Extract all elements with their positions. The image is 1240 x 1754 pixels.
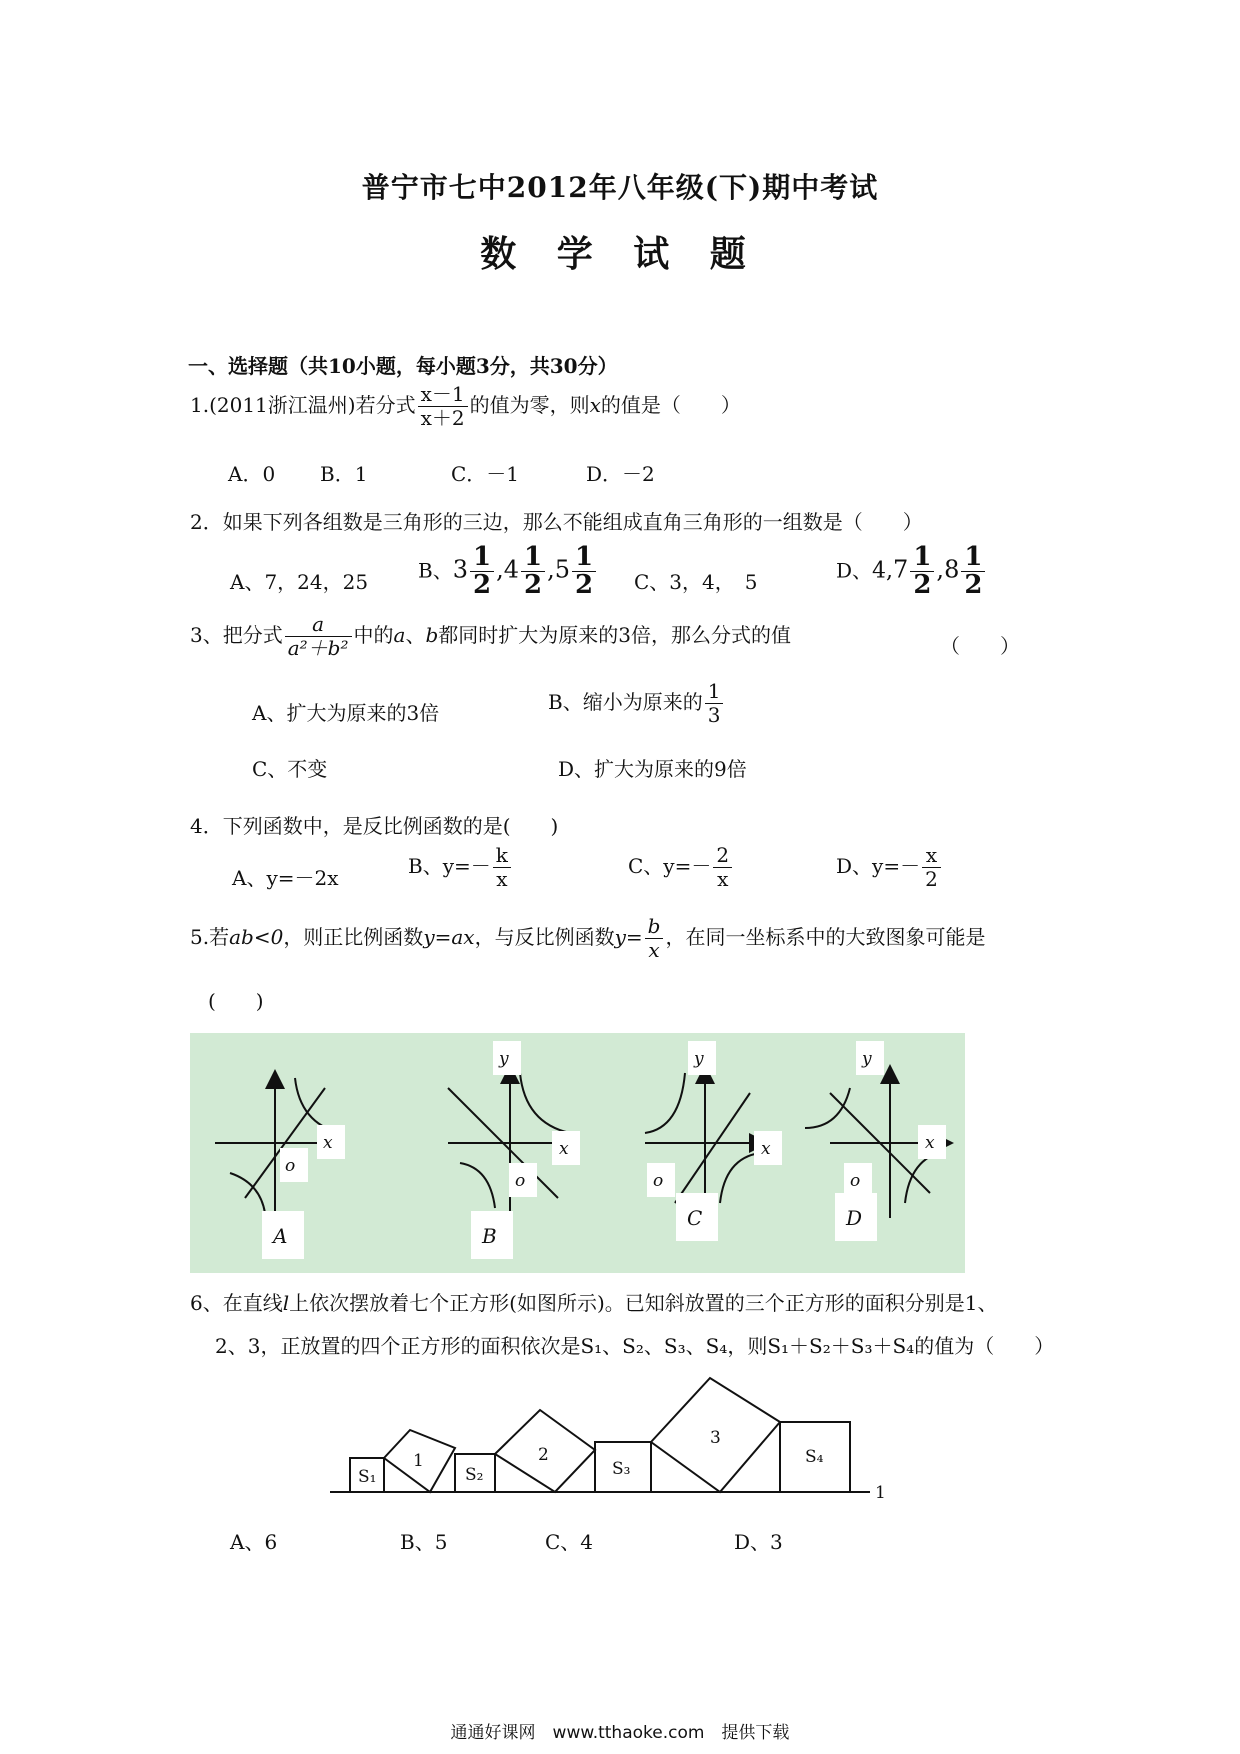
q4-option-c bbox=[628, 844, 734, 891]
q2-b-half-1-den: 2 bbox=[472, 570, 492, 601]
q5-d-panel-label: D bbox=[846, 1206, 863, 1230]
q5-d-o-label: o bbox=[850, 1171, 861, 1191]
q4-c-fraction bbox=[713, 844, 732, 891]
q5-frac-num: b bbox=[645, 915, 664, 939]
q6-tilted-1-label: 1 bbox=[413, 1451, 424, 1471]
q2-b-whole-1: 3 bbox=[452, 555, 468, 584]
q3-var-a: a bbox=[393, 623, 406, 647]
q2-d-half-2 bbox=[910, 544, 934, 600]
q5-frac-den: x bbox=[648, 938, 660, 962]
q2-b-half-3-den: 2 bbox=[575, 570, 594, 601]
q4-c-num: 2 bbox=[713, 844, 732, 868]
q6-line-label: 1 bbox=[875, 1483, 886, 1503]
q5-b-panel-label: B bbox=[482, 1224, 497, 1248]
q2-b-whole-2: 4 bbox=[503, 555, 519, 584]
q5-a-x-label: x bbox=[323, 1133, 333, 1153]
q2-b-prefix: B、 bbox=[418, 558, 453, 583]
q5-d-y-label: y bbox=[862, 1049, 872, 1069]
q1-option-b: B．1 bbox=[320, 462, 368, 486]
q6-s2-label: S₂ bbox=[465, 1465, 484, 1485]
exam-title: 普宁市七中2012年八年级(下)期中考试 bbox=[361, 171, 879, 204]
q4-c-den: x bbox=[717, 867, 729, 891]
q4-d-fraction bbox=[922, 844, 941, 891]
q6-option-d: D、3 bbox=[734, 1530, 783, 1554]
q5-text-a: 5.若 bbox=[190, 925, 230, 949]
q2-b-half-1-num: 1 bbox=[470, 544, 494, 572]
q2-d-half-3-num: 1 bbox=[961, 544, 985, 572]
q6-tilted-3-label: 3 bbox=[710, 1428, 721, 1448]
q5-c-y-label: y bbox=[694, 1049, 704, 1069]
q5-condition: ab<0 bbox=[229, 925, 284, 949]
q2-b-half-1 bbox=[470, 544, 494, 600]
q5-c-x-label: x bbox=[761, 1139, 771, 1159]
q3-text-d: 都同时扩大为原来的3倍，那么分式的值 bbox=[438, 623, 791, 647]
q4-c-prefix: C、y=－ bbox=[628, 854, 712, 878]
q6-squares-figure bbox=[330, 1370, 890, 1510]
q3-text-c: 、 bbox=[405, 623, 426, 647]
q6-s1-label: S₁ bbox=[358, 1467, 377, 1487]
q4-b-den: x bbox=[496, 867, 508, 891]
q5-func-1: y=ax bbox=[423, 925, 475, 949]
q5-c-o-label: o bbox=[653, 1171, 664, 1191]
q6-s4-label: S₄ bbox=[805, 1447, 824, 1467]
q3-text-b: 中的 bbox=[353, 623, 394, 647]
q1-text-a: 1.(2011浙江温州)若分式 bbox=[190, 393, 416, 417]
q2-d-whole-2: 7 bbox=[893, 555, 909, 584]
q1-fraction bbox=[418, 383, 468, 430]
q1-text-b: 的值为零，则 bbox=[469, 393, 590, 417]
q2-option-a: A、7，24，25 bbox=[230, 570, 369, 594]
q2-b-half-3 bbox=[572, 544, 596, 600]
q5-c-panel-label: C bbox=[687, 1206, 703, 1230]
question-2: 2．如果下列各组数是三角形的三边，那么不能组成直角三角形的一组数是（ ） bbox=[190, 510, 923, 534]
q6-option-b: B、5 bbox=[400, 1530, 448, 1554]
q2-b-half-3-num: 1 bbox=[572, 544, 596, 572]
q3-var-b: b bbox=[425, 623, 439, 647]
section-title: 一、选择题（共10小题，每小题3分，共30分） bbox=[188, 354, 618, 378]
q6-s3-label: S₃ bbox=[612, 1459, 631, 1479]
q5-a-panel-label: A bbox=[273, 1224, 288, 1248]
q6-option-c: C、4 bbox=[545, 1530, 594, 1554]
q3-b-num: 1 bbox=[705, 680, 724, 704]
q4-option-a: A、y=－2x bbox=[232, 866, 339, 890]
q4-b-fraction bbox=[493, 844, 511, 891]
q6-tilted-2-label: 2 bbox=[538, 1445, 549, 1465]
q5-b-x-label: x bbox=[559, 1139, 569, 1159]
q5-d-x-label: x bbox=[925, 1133, 935, 1153]
q5-graph-panel bbox=[190, 1033, 965, 1273]
q4-option-b bbox=[408, 844, 513, 891]
q1-text-c: 的值是（ ） bbox=[600, 393, 741, 417]
q4-d-prefix: D、y=－ bbox=[836, 854, 921, 878]
q5-text-b: ，则正比例函数 bbox=[283, 925, 424, 949]
q4-d-num: x bbox=[922, 844, 941, 868]
q4-d-den: 2 bbox=[925, 867, 938, 891]
q1-var: x bbox=[589, 393, 601, 417]
q5-text-d: ，在同一坐标系中的大致图象可能是 bbox=[665, 925, 986, 949]
q3-text-a: 3、把分式 bbox=[190, 623, 283, 647]
q2-option-b: B、3 $\frac{1}{2}$ ,4 $\frac{1}{2}$ ,5 $\frac{1}{2}$ bbox=[418, 544, 598, 600]
q2-d-half-3-den: 2 bbox=[964, 570, 983, 601]
question-6-line-1 bbox=[190, 1287, 997, 1316]
q2-b-whole-3: 5 bbox=[554, 555, 571, 584]
q2-b-half-2-num: 1 bbox=[521, 544, 545, 572]
q2-option-c: C、3，4， 5 bbox=[634, 570, 758, 594]
exam-subtitle: 数 学 试 题 bbox=[480, 233, 760, 275]
q4-option-d bbox=[836, 844, 943, 891]
q6-text-a: 6、在直线 bbox=[190, 1291, 283, 1315]
q3-option-a: A、扩大为原来的3倍 bbox=[252, 701, 440, 725]
q1-frac-den: x＋2 bbox=[420, 406, 465, 430]
q1-option-d: D．－2 bbox=[586, 462, 655, 486]
q2-d-int-1: 4 bbox=[872, 558, 887, 584]
q3-bracket: （ ） bbox=[940, 634, 1020, 658]
q3-b-prefix: B、缩小为原来的 bbox=[548, 690, 703, 714]
q3-option-d: D、扩大为原来的9倍 bbox=[558, 757, 747, 781]
q5-b-y-label: y bbox=[499, 1049, 509, 1069]
q4-b-num: k bbox=[493, 844, 511, 868]
question-4: 4．下列函数中，是反比例函数的是( ) bbox=[190, 814, 559, 838]
q2-d-half-3 bbox=[961, 544, 985, 600]
q3-frac-den: a²＋b² bbox=[287, 636, 349, 660]
q1-option-a: A．0 bbox=[228, 462, 276, 486]
q5-fraction bbox=[645, 915, 664, 962]
question-1 bbox=[190, 383, 741, 430]
page-footer: 通通好课网 www.tthaoke.com 提供下载 bbox=[450, 1723, 790, 1743]
question-6-line-2: 2、3，正放置的四个正方形的面积依次是S₁、S₂、S₃、S₄，则S₁＋S₂＋S₃＋S₄的值为（ ） bbox=[215, 1334, 1055, 1358]
q5-func-2-prefix: y= bbox=[614, 925, 643, 949]
q6-option-a: A、6 bbox=[230, 1530, 278, 1554]
question-5 bbox=[190, 915, 985, 962]
q2-d-prefix: D、 bbox=[836, 558, 873, 583]
q3-b-fraction bbox=[705, 680, 724, 727]
q6-var-l: l bbox=[282, 1291, 290, 1315]
q3-frac-num: a bbox=[285, 613, 352, 637]
q5-b-o-label: o bbox=[515, 1171, 526, 1191]
q2-b-half-2 bbox=[521, 544, 545, 600]
q5-bracket: ( ) bbox=[208, 989, 264, 1013]
question-3 bbox=[190, 613, 791, 660]
q1-frac-num: x－1 bbox=[418, 383, 468, 407]
q3-fraction bbox=[285, 613, 352, 660]
q3-b-den: 3 bbox=[707, 703, 721, 727]
q3-option-b bbox=[548, 680, 725, 727]
q1-option-c: C．－1 bbox=[451, 462, 520, 486]
q2-d-whole-3: 8 bbox=[944, 555, 960, 584]
q4-b-prefix: B、y=－ bbox=[408, 854, 491, 878]
q2-option-d: D、4,7 $\frac{1}{2}$ ,8 $\frac{1}{2}$ bbox=[836, 544, 987, 600]
q6-text-b: 上依次摆放着七个正方形(如图所示)。已知斜放置的三个正方形的面积分别是1、 bbox=[289, 1291, 998, 1315]
q5-a-o-label: o bbox=[285, 1156, 296, 1176]
q2-d-half-2-den: 2 bbox=[913, 570, 932, 601]
q2-b-half-2-den: 2 bbox=[524, 570, 543, 601]
q3-option-c: C、不变 bbox=[252, 757, 328, 781]
q2-d-half-2-num: 1 bbox=[910, 544, 934, 572]
q5-text-c: ，与反比例函数 bbox=[474, 925, 615, 949]
